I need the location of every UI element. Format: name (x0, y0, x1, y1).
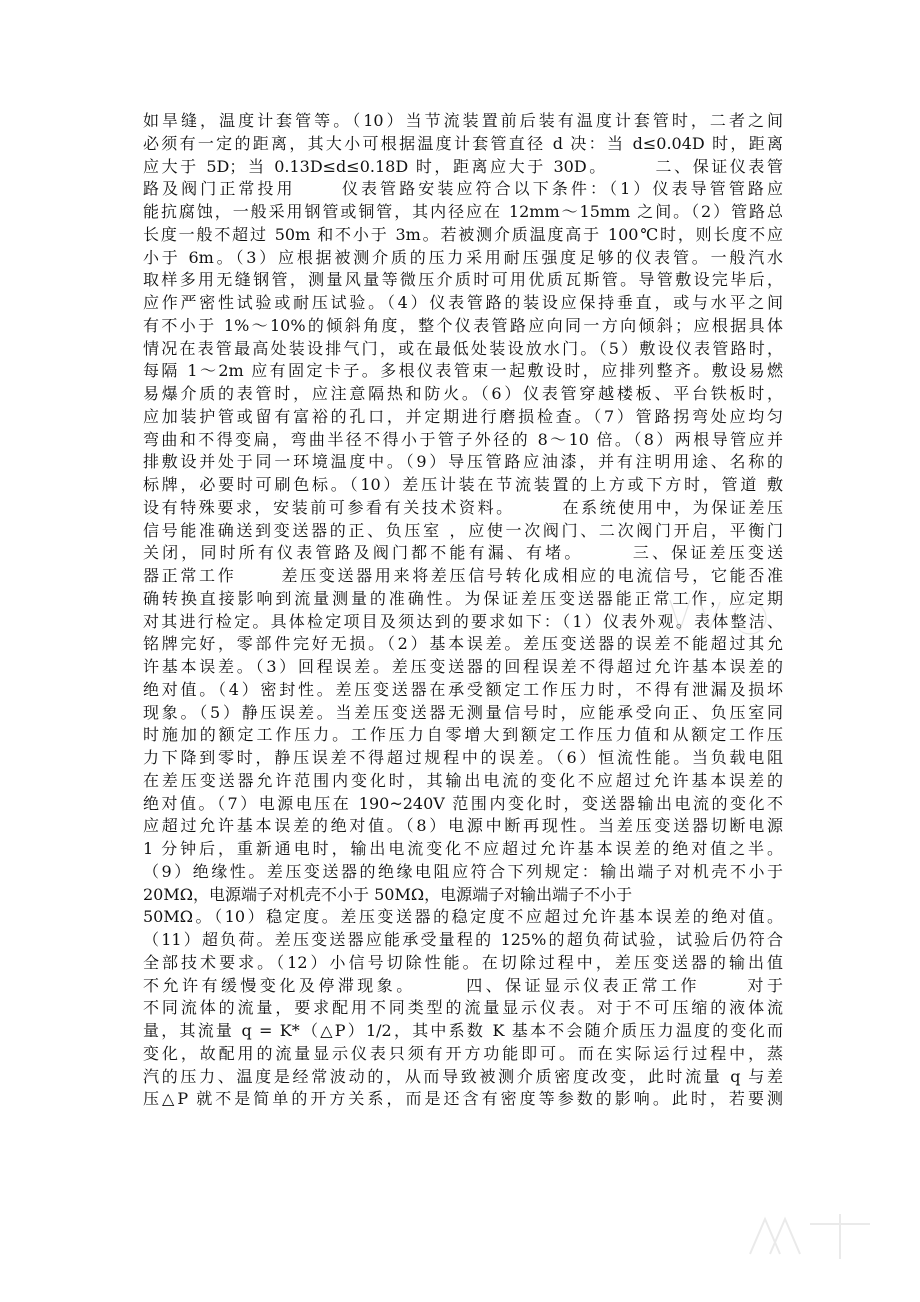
text-line: 许基本误差。（3）回程误差。差压变送器的回程误差不得超过允许基本误差的 (143, 657, 783, 676)
text-line: 不同流体的流量，要求配用不同类型的流量显示仪表。对于不可压缩的液体流 (143, 998, 783, 1018)
text-line: 变化，故配用的流量显示仪表只须有开方功能即可。而在实际运行过程中，蒸 (143, 1043, 783, 1063)
text-line: 确转换直接影响到流量测量的准确性。为保证差压变送器能正常工作，应定期 (143, 588, 783, 608)
text-line: 不允许有缓慢变化及停滞现象。 四、保证显示仪表正常工作 对于 (143, 975, 783, 995)
text-line: 关闭，同时所有仪表管路及阀门都不能有漏、有堵。 三、保证差压变送 (143, 543, 783, 563)
body-text (143, 110, 783, 1111)
text-line: 易爆介质的表管时，应注意隔热和防火。（6）仪表管穿越楼板、平台铁板时， (143, 384, 783, 403)
text-line: 时施加的额定工作压力。工作压力自零增大到额定工作压力值和从额定工作压 (143, 725, 783, 745)
text-line: 绝对值。（4）密封性。差压变送器在承受额定工作压力时，不得有泄漏及损坏 (143, 679, 783, 699)
text-line: 有不小于 1%～10%的倾斜角度，整个仪表管路应向同一方向倾斜；应根据具体 (143, 315, 783, 335)
text-line: 全部技术要求。（12）小信号切除性能。在切除过程中，差压变送器的输出值 (143, 952, 783, 972)
text-line: 1 分钟后，重新通电时，输出电流变化不应超过允许基本误差的绝对值之半。 (143, 839, 783, 858)
text-line: 应加装护管或留有富裕的孔口，并定期进行磨损检查。（7）管路拐弯处应均匀 (143, 406, 783, 426)
text-line: 如旱缝，温度计套管等。（10）当节流装置前后装有温度计套管时，二者之间 (143, 111, 783, 130)
text-line: 绝对值。（7）电源电压在 190~240V 范围内变化时，变送器输出电流的变化不 (143, 793, 783, 813)
text-line: 每隔 1～2m 应有固定卡子。多根仪表管束一起敷设时，应排列整齐。敷设易燃 (143, 361, 783, 381)
text-line: 量，其流量 q = K*（△P）1/2，其中系数 K 基本不会随介质压力温度的变化而 (143, 1021, 783, 1040)
text-line: 排敷设并处于同一环境温度中。（9）导压管路应油漆，并有注明用途、名称的 (143, 452, 783, 472)
text-line: 路及阀门正常投用 仪表管路安装应符合以下条件：（1）仪表导管管路应 (143, 179, 783, 199)
text-line: 50MΩ。（10）稳定度。差压变送器的稳定度不应超过允许基本误差的绝对值。 (143, 907, 783, 927)
text-line: 信号能准确送到变送器的正、负压室 ，应使一次阀门、二次阀门开启，平衡门 (143, 520, 783, 540)
text-line: 情况在表管最高处装设排气门，或在最低处装设放水门。（5）敷设仪表管路时， (143, 338, 783, 358)
text-line: 在差压变送器允许范围内变化时，其输出电流的变化不应超过允许基本误差的 (143, 770, 783, 790)
text-line: 必须有一定的距离，其大小可根据温度计套管直径 d 决：当 d≤0.04D 时，距离 (143, 133, 783, 153)
text-line: 长度一般不超过 50m 和不小于 3m。若被测介质温度高于 100℃时，则长度不应 (143, 224, 783, 244)
text-line: 应作严密性试验或耐压试验。（4）仪表管路的装设应保持垂直，或与水平之间 (143, 293, 783, 312)
text-line: 现象。（5）静压误差。当差压变送器无测量信号时，应能承受向正、负压室同 (143, 702, 783, 722)
watermark-logo-icon (740, 1204, 880, 1264)
text-line: 取样多用无缝钢管，测量风量等微压介质时可用优质瓦斯管。导管敷设完毕后， (143, 270, 783, 290)
text-line: （11）超负荷。差压变送器应能承受量程的 125%的超负荷试验，试验后仍符合 (143, 930, 783, 949)
text-line: 小于 6m。（3）应根据被测介质的压力采用耐压强度足够的仪表管。一般汽水 (143, 247, 783, 267)
text-line: 标牌，必要时可刷色标。（10）差压计装在节流装置的上方或下方时，管道 敷 (143, 475, 783, 494)
text-line: 压△P 就不是简单的开方关系，而是还含有密度等参数的影响。此时，若要测 (143, 1089, 783, 1109)
text-line: 力下降到零时，静压误差不得超过规程中的误差。（6）恒流性能。当负载电阻 (143, 748, 783, 767)
text-line: 器正常工作 差压变送器用来将差压信号转化成相应的电流信号，它能否准 (143, 566, 783, 585)
text-line: 应大于 5D；当 0.13D≤d≤0.18D 时，距离应大于 30D。 二、保证仪表管 (143, 156, 783, 176)
text-line: 20MΩ，电源端子对机壳不小于 50MΩ，电源端子对输出端子不小于 (143, 884, 633, 904)
text-line: 应超过允许基本误差的绝对值。（8）电源中断再现性。当差压变送器切断电源 (143, 816, 783, 836)
text-line: 能抗腐蚀，一般采用钢管或铜管，其内径应在 12mm～15mm 之间。（2）管路总 (143, 202, 783, 221)
text-line: 对其进行检定。具体检定项目及须达到的要求如下：（1）仪表外观。表体整洁、 (143, 611, 783, 631)
text-line: 汽的压力、温度是经常波动的，从而导致被测介质密度改变，此时流量 q 与差 (143, 1066, 783, 1086)
text-line: 设有特殊要求，安装前可参看有关技术资料。 在系统使用中，为保证差压 (143, 497, 783, 517)
text-line: 弯曲和不得变扁，弯曲半径不得小于管子外径的 8～10 倍。（8）两根导管应并 (143, 429, 783, 449)
text-line: 铭牌完好，零部件完好无损。（2）基本误差。差压变送器的误差不能超过其允 (143, 634, 783, 654)
text-line: （9）绝缘性。差压变送器的绝缘电阻应符合下列规定：输出端子对机壳不小于 (143, 861, 783, 881)
